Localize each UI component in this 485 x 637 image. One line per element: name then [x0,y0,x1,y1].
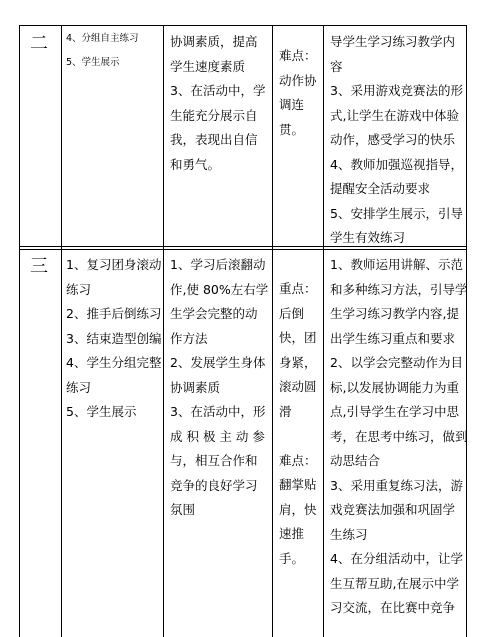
cell-line: 习交流，在比赛中竞争 [330,600,456,615]
cell-line: 快，团 [279,330,317,345]
cell-line: 5、学生展示 [66,57,120,68]
key-points-text-2 [279,277,317,571]
cell-line: 滑 [279,403,292,419]
cell-line: 速推 [279,526,305,541]
cell-line: 作方法 [170,330,208,346]
objective-text [170,30,265,177]
cell-line: 和勇气。 [170,156,221,172]
column-divider-4 [323,25,324,637]
cell-line: 生练习 [330,526,368,542]
cell-line: 生学习练习教学内容,提 [330,306,459,321]
cell-line: 1、教师运用讲解、示范 [330,257,463,272]
cell-line: 成 积 极 主 动 参 [170,428,265,444]
cell-line: 学生有效练习 [330,230,406,245]
cell-line: 4、在分组活动中，让学 [330,551,463,566]
cell-line: 作,使 80%左右学 [170,281,269,297]
cell-line: 2、以学会完整动作为目 [330,355,463,370]
objective-text-2 [170,253,268,523]
cell-line: 3、结束造型创编 [66,330,162,346]
teaching-method-text [330,30,463,251]
cell-line: 出学生练习重点和要求 [330,330,456,346]
cell-line: 协调素质，提高 [170,34,258,49]
column-divider-2 [163,25,164,637]
cell-line: 3、采用重复练习法，游 [330,477,463,493]
cell-line: 标,以发展协调能力为重 [330,379,459,395]
cell-line: 难点： [279,48,317,63]
cell-line: 协调素质 [170,379,221,395]
row-number: 二 [30,33,48,54]
cell-line: 练习 [66,379,92,395]
cell-line: 和多种练习方法，引导学 [330,281,468,297]
cell-line: 动作协 [279,72,317,88]
cell-line: 3、在活动中，学 [170,83,266,98]
cell-line: 提醒安全活动要求 [330,181,431,196]
cell-line: 练习 [66,281,92,297]
teaching-method-text-2 [330,253,468,621]
cell-line: 调连 [279,97,305,112]
cell-line: 滚动圆 [279,379,317,394]
cell-line: 4、分组自主练习 [66,33,139,44]
cell-line: 3、采用游戏竞赛法的形 [330,83,463,98]
cell-line [279,424,317,449]
cell-line: 学生速度素质 [170,58,246,74]
cell-line: 2、推手后倒练习 [66,306,162,321]
cell-line: 重点： [279,281,317,296]
row-number-2: 三 [30,256,48,277]
cell-line: 翻掌贴 [279,477,317,492]
cell-line: 身紧， [279,354,317,370]
cell-line: 动作，感受学习的快乐 [330,132,456,147]
activity-list [66,27,139,75]
activity-list-2 [66,253,161,425]
cell-line: 式,让学生在游戏中体验 [330,107,459,123]
cell-line: 点,引导学生在学习中思 [330,404,459,419]
cell-line: 肩，快 [279,501,317,517]
table-top-border [19,25,466,26]
cell-line: 与，相互合作和 [170,453,258,468]
cell-line: 5、安排学生展示，引导 [330,205,463,221]
cell-line: 戏竞赛法加强和巩固学 [330,502,456,517]
cell-line: 难点： [279,452,317,468]
column-divider-3 [272,25,273,637]
table-left-border [19,25,20,637]
cell-line: 4、教师加强巡视指导， [330,156,463,172]
cell-line: 后倒 [279,305,305,321]
cell-line: 导学生学习练习教学内 [330,34,456,49]
cell-line: 我，表现出自信 [170,132,258,147]
column-divider-1 [61,25,62,637]
cell-line: 1、学习后滚翻动 [170,257,266,272]
cell-line: 氛围 [170,502,196,517]
cell-line: 生学会完整的动 [170,306,258,321]
cell-line: 容 [330,58,343,74]
cell-line: 手。 [279,550,305,566]
cell-line: 4、学生分组完整 [66,355,162,370]
cell-line: 生互帮互助,在展示中学 [330,575,459,591]
cell-line: 生能充分展示自 [170,107,258,123]
cell-line: 动思结合 [330,453,381,468]
cell-line: 贯。 [279,121,305,137]
cell-line: 3、在活动中，形 [170,404,266,419]
key-points-text [279,44,317,142]
cell-line: 1、复习团身滚动 [66,257,162,272]
cell-line: 5、学生展示 [66,404,137,419]
cell-line: 2、发展学生身体 [170,355,266,370]
cell-line: 考，在思考中练习，做到 [330,428,468,444]
cell-line: 竞争的良好学习 [170,477,258,493]
